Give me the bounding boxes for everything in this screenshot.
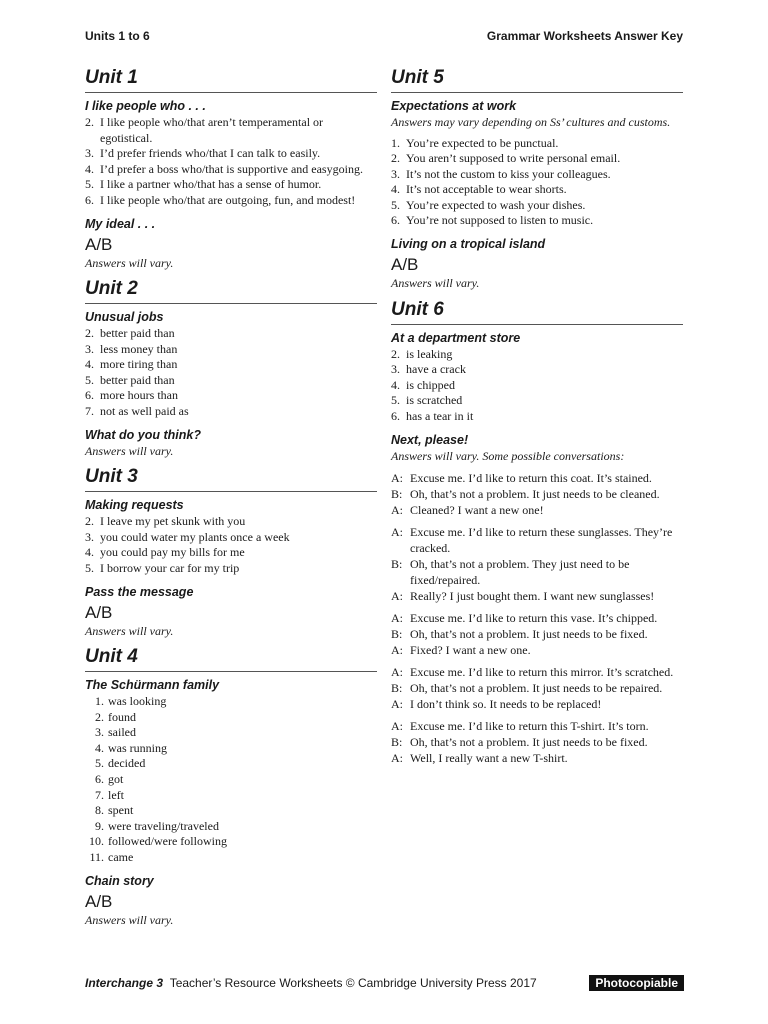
conversation-line (391, 470, 683, 486)
speaker-label: A: (391, 665, 403, 680)
list-item (85, 342, 377, 358)
conversation-line (391, 734, 683, 750)
item-text: have a crack (406, 362, 466, 377)
item-number: 5. (391, 197, 400, 212)
list-item (85, 404, 377, 420)
item-number: 4. (95, 740, 104, 755)
line-text: Oh, that’s not a problem. It just needs to be fixed. (410, 627, 648, 642)
section-schurmann-family (85, 676, 377, 866)
item-text: is scratched (406, 393, 463, 408)
item-number: 1. (391, 135, 400, 150)
list-item (391, 362, 683, 378)
list-item (391, 347, 683, 363)
speaker-label: A: (391, 589, 403, 604)
item-text: found (108, 709, 136, 724)
answer-list (85, 326, 377, 420)
list-item (85, 177, 377, 193)
conversation (391, 610, 683, 658)
footer-copyright (85, 976, 537, 990)
answer-list (391, 136, 683, 230)
unit-title: Unit 3 (85, 465, 377, 492)
item-text: has a tear in it (406, 408, 474, 423)
section-title: Next, please! (391, 432, 469, 447)
list-item (85, 725, 377, 741)
item-number: 4. (85, 161, 94, 176)
conversation-line (391, 524, 683, 556)
list-item (391, 151, 683, 167)
list-item (85, 694, 377, 710)
section-i-like-people-who (85, 97, 377, 209)
answer-list (391, 347, 683, 425)
list-item (85, 193, 377, 209)
conversation-line (391, 486, 683, 502)
item-number: 3. (85, 529, 94, 544)
item-number: 6. (85, 192, 94, 207)
conversation-line (391, 642, 683, 658)
conversation-line (391, 610, 683, 626)
list-item (85, 834, 377, 850)
item-text: You’re expected to wash your dishes. (406, 197, 586, 212)
line-text: Excuse me. I’d like to return this coat. It’s stained. (410, 471, 652, 486)
item-number: 5. (95, 756, 104, 771)
line-text: Really? I just bought them. I want new sunglasses! (410, 589, 655, 604)
item-text: you could pay my bills for me (100, 545, 245, 560)
item-number: 2. (95, 709, 104, 724)
item-number: 8. (95, 803, 104, 818)
item-number: 2. (391, 151, 400, 166)
answer-list (85, 694, 377, 866)
list-item (85, 115, 377, 146)
list-item (85, 388, 377, 404)
item-text: got (108, 771, 124, 786)
item-text: you could water my plants once a week (100, 529, 290, 544)
list-item (85, 710, 377, 726)
section-next-please (391, 431, 683, 767)
item-text: followed/were following (108, 834, 227, 849)
item-text: was looking (108, 694, 167, 708)
item-text: I leave my pet skunk with you (100, 514, 246, 529)
conversation-line (391, 750, 683, 766)
speaker-label: A: (391, 611, 403, 626)
unit-3 (85, 465, 377, 639)
line-text: Cleaned? I want a new one! (410, 503, 544, 518)
item-text: You aren’t supposed to write personal email. (406, 151, 621, 166)
list-item (85, 772, 377, 788)
item-text: was running (108, 740, 167, 755)
conversation-line (391, 502, 683, 518)
list-item (85, 788, 377, 804)
item-number: 3. (95, 725, 104, 740)
speaker-label: A: (391, 751, 403, 766)
item-number: 5. (391, 393, 400, 408)
item-text: You’re not supposed to listen to music. (406, 213, 594, 228)
item-text: not as well paid as (100, 404, 189, 419)
item-text: I borrow your car for my trip (100, 560, 240, 575)
speaker-label: A: (391, 471, 403, 486)
item-number: 7. (95, 787, 104, 802)
speaker-label: A: (391, 719, 403, 734)
list-item (391, 182, 683, 198)
unit-4 (85, 645, 377, 928)
answer-list (85, 115, 377, 209)
line-text: Well, I really want a new T-shirt. (410, 751, 568, 766)
unit-6 (391, 298, 683, 766)
list-item (391, 378, 683, 394)
speaker-label: B: (391, 627, 403, 642)
section-title: Expectations at work (391, 99, 517, 113)
right-column (391, 66, 683, 772)
header-document-title: Grammar Worksheets Answer Key (486, 29, 683, 43)
footer-text: Teacher’s Resource Worksheets © Cambridge University Press 2017 (169, 976, 537, 990)
section-expectations-at-work (391, 97, 683, 229)
list-item (85, 326, 377, 342)
item-number: 3. (391, 362, 400, 377)
list-item (85, 146, 377, 162)
conversation-line (391, 718, 683, 734)
speaker-label: A: (391, 525, 403, 540)
item-number: 7. (85, 404, 94, 419)
unit-title: Unit 2 (85, 277, 377, 304)
list-item (85, 819, 377, 835)
section-living-on-a-tropical-island (391, 235, 683, 292)
list-item (85, 373, 377, 389)
item-text: It’s not the custom to kiss your colleagues. (406, 166, 611, 181)
conversation-line (391, 664, 683, 680)
answers-note: Answers will vary. (391, 276, 480, 291)
conversation-line (391, 556, 683, 588)
section-title: Living on a tropical island (391, 237, 546, 252)
item-number: 5. (85, 177, 94, 192)
item-text: I’d prefer friends who/that I can talk to easily. (100, 146, 321, 161)
item-number: 2. (85, 115, 94, 129)
footer-brand: Interchange 3 (85, 976, 164, 990)
pair-work-label: A/B (85, 602, 113, 622)
item-number: 2. (85, 326, 94, 341)
item-number: 5. (85, 372, 94, 387)
speaker-label: A: (391, 503, 403, 518)
answers-note: Answers will vary. (85, 443, 174, 458)
page-header (85, 29, 683, 47)
pair-work-label: A/B (85, 891, 113, 911)
answers-note: Answers will vary. (85, 255, 174, 270)
item-number: 6. (85, 388, 94, 403)
speaker-label: B: (391, 735, 403, 750)
item-number: 11. (89, 849, 104, 864)
conversation-line (391, 626, 683, 642)
conversation (391, 718, 683, 766)
section-title: I like people who . . . (85, 99, 206, 113)
item-text: better paid than (100, 372, 175, 387)
item-text: were traveling/traveled (108, 818, 219, 833)
item-text: sailed (108, 725, 136, 740)
item-text: I like a partner who/that has a sense of humor. (100, 177, 322, 192)
answers-note: Answers will vary. (85, 912, 174, 927)
answers-note: Answers will vary. (85, 623, 174, 638)
item-text: is leaking (406, 346, 453, 361)
line-text: Fixed? I want a new one. (410, 643, 531, 658)
list-item (85, 561, 377, 577)
line-text: Oh, that’s not a problem. It just needs to be cleaned. (410, 487, 660, 502)
item-number: 6. (391, 213, 400, 228)
section-chain-story (85, 872, 377, 929)
item-number: 4. (85, 357, 94, 372)
header-units-range: Units 1 to 6 (85, 29, 150, 43)
photocopiable-badge: Photocopiable (589, 975, 684, 991)
list-item (391, 393, 683, 409)
list-item (85, 741, 377, 757)
section-my-ideal (85, 215, 377, 272)
unit-title: Unit 4 (85, 645, 377, 672)
section-title: At a department store (391, 330, 521, 345)
item-number: 6. (391, 408, 400, 423)
conversation-line (391, 680, 683, 696)
item-number: 6. (95, 771, 104, 786)
speaker-label: A: (391, 697, 403, 712)
list-item (391, 136, 683, 152)
line-text: I don’t think so. It needs to be replaced! (410, 697, 602, 712)
section-title: What do you think? (85, 427, 201, 442)
line-text: Oh, that’s not a problem. They just need to be fixed/repaired. (410, 557, 630, 588)
item-text: You’re expected to be punctual. (406, 135, 559, 150)
speaker-label: B: (391, 681, 403, 696)
item-text: more hours than (100, 388, 178, 403)
line-text: Excuse me. I’d like to return this mirror. It’s scratched. (410, 665, 674, 680)
unit-title: Unit 6 (391, 298, 683, 325)
section-what-do-you-think (85, 426, 377, 460)
list-item (391, 198, 683, 214)
list-item (85, 545, 377, 561)
conversation-line (391, 696, 683, 712)
speaker-label: B: (391, 487, 403, 502)
line-text: Excuse me. I’d like to return this vase. It’s chipped. (410, 611, 658, 626)
line-text: Oh, that’s not a problem. It just needs to be repaired. (410, 681, 663, 696)
item-number: 1. (95, 694, 104, 708)
item-text: left (108, 787, 124, 802)
conversation (391, 524, 683, 604)
section-unusual-jobs (85, 308, 377, 420)
list-item (85, 162, 377, 178)
section-title: My ideal . . . (85, 216, 156, 231)
item-number: 3. (391, 166, 400, 181)
item-number: 4. (391, 377, 400, 392)
conversation-line (391, 588, 683, 604)
left-column (85, 66, 377, 934)
item-number: 2. (85, 514, 94, 529)
section-title: The Schürmann family (85, 678, 220, 692)
line-text: Excuse me. I’d like to return these sunglasses. They’re cracked. (410, 525, 673, 556)
answer-list (85, 514, 377, 576)
item-text: more tiring than (100, 357, 178, 372)
section-pass-the-message (85, 583, 377, 640)
item-number: 5. (85, 560, 94, 575)
list-item (85, 514, 377, 530)
list-item (85, 530, 377, 546)
list-item (391, 409, 683, 425)
page-footer (85, 975, 684, 993)
list-item (85, 756, 377, 772)
speaker-label: B: (391, 557, 403, 572)
answers-note: Answers may vary depending on Ss’ cultures and customs. (391, 115, 671, 129)
conversation (391, 664, 683, 712)
item-text: I like people who/that are outgoing, fun, and modest! (100, 192, 356, 207)
item-text: It’s not acceptable to wear shorts. (406, 182, 567, 197)
line-text: Excuse me. I’d like to return this T-shirt. It’s torn. (410, 719, 649, 734)
item-number: 4. (85, 545, 94, 560)
item-number: 10. (89, 834, 104, 849)
item-number: 4. (391, 182, 400, 197)
list-item (85, 850, 377, 866)
unit-title: Unit 5 (391, 66, 683, 93)
item-text: better paid than (100, 326, 175, 341)
item-number: 2. (391, 346, 400, 361)
list-item (391, 167, 683, 183)
section-at-a-department-store (391, 329, 683, 425)
section-title: Pass the message (85, 584, 194, 599)
unit-1 (85, 66, 377, 271)
pair-work-label: A/B (85, 234, 113, 254)
section-making-requests (85, 496, 377, 576)
speaker-label: A: (391, 643, 403, 658)
item-text: decided (108, 756, 146, 771)
item-number: 3. (85, 341, 94, 356)
list-item (85, 803, 377, 819)
item-text: I’d prefer a boss who/that is supportive and easygoing. (100, 161, 363, 176)
unit-title: Unit 1 (85, 66, 377, 93)
item-text: came (108, 849, 134, 864)
item-text: I like people who/that aren’t temperamental or egotistical. (100, 115, 324, 145)
list-item (85, 357, 377, 373)
line-text: Oh, that’s not a problem. It just needs to be fixed. (410, 735, 648, 750)
item-text: less money than (100, 341, 178, 356)
section-title: Chain story (85, 873, 154, 888)
unit-2 (85, 277, 377, 459)
pair-work-label: A/B (391, 255, 419, 275)
section-title: Unusual jobs (85, 310, 164, 325)
item-text: is chipped (406, 377, 455, 392)
item-text: spent (108, 803, 134, 818)
item-number: 3. (85, 146, 94, 161)
list-item (391, 213, 683, 229)
item-number: 9. (95, 818, 104, 833)
section-title: Making requests (85, 498, 184, 513)
conversation (391, 470, 683, 518)
unit-5 (391, 66, 683, 292)
answers-note: Answers will vary. Some possible conversations: (391, 448, 625, 463)
conversation-list (391, 470, 683, 766)
